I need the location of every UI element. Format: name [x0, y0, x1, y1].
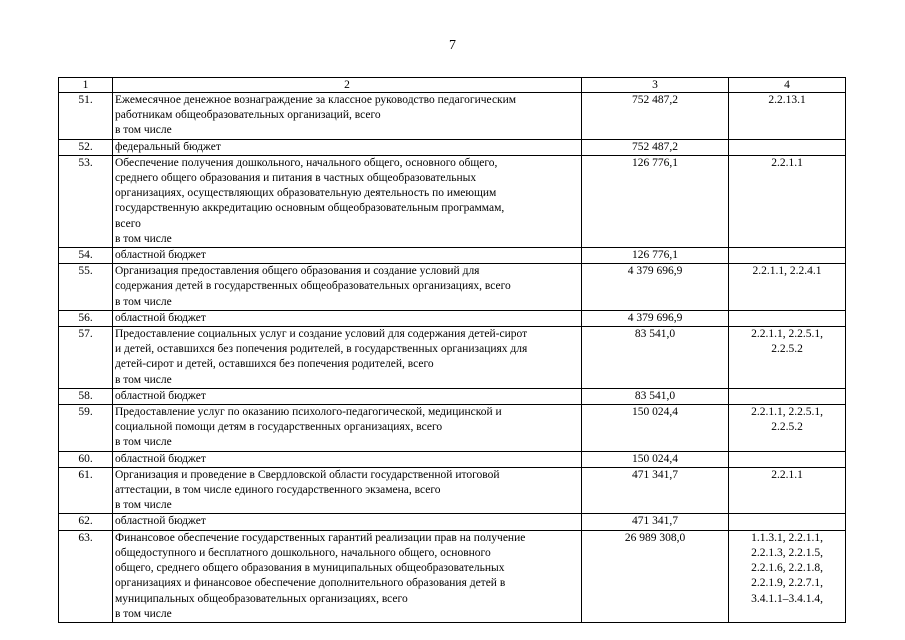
description-line: Организация и проведение в Свердловской области государственной итоговой: [115, 468, 500, 481]
row-description: [113, 327, 582, 389]
reference-line: 2.2.1.1, 2.2.5.1,: [751, 406, 823, 419]
description-line: областной бюджет: [115, 452, 206, 465]
row-number: 58.: [59, 388, 113, 404]
description-line: детей-сирот и детей, оставшихся без попечения родителей, всего: [115, 358, 434, 371]
description-line: государственную аккредитацию основным общеобразовательным программам,: [115, 202, 505, 215]
row-reference: [729, 139, 846, 155]
row-reference: [729, 93, 846, 140]
reference-line: 1.1.3.1, 2.2.1.1,: [751, 531, 823, 544]
row-amount: 752 487,2: [582, 139, 729, 155]
table-row: [59, 530, 846, 622]
row-description: [113, 155, 582, 247]
table-row: [59, 139, 846, 155]
description-line: в том числе: [115, 607, 172, 620]
row-number: 60.: [59, 451, 113, 467]
row-description: [113, 467, 582, 514]
description-line: Обеспечение получения дошкольного, начального общего, основного общего,: [115, 156, 498, 169]
row-number: 55.: [59, 264, 113, 311]
description-line: общедоступного и бесплатного дошкольного, начального общего, основного: [115, 546, 491, 559]
description-line: Предоставление услуг по оказанию психолого-педагогической, медицинской и: [115, 406, 502, 419]
row-reference: [729, 327, 846, 389]
description-line: Ежемесячное денежное вознаграждение за классное руководство педагогическим: [115, 94, 517, 106]
row-amount: 150 024,4: [582, 405, 729, 452]
row-reference: [729, 310, 846, 326]
description-line: и детей, оставшихся без попечения родителей, в государственных организациях для: [115, 343, 528, 356]
description-line: среднего общего образования и питания в частных общеобразовательных: [115, 172, 477, 185]
table-row: [59, 310, 846, 326]
description-line: организациях и финансовое обеспечение дополнительного образования детей в: [115, 577, 506, 590]
reference-line: 2.2.1.9, 2.2.7.1,: [751, 577, 823, 590]
table-row: [59, 93, 846, 140]
table-row: [59, 155, 846, 247]
description-line: общего, среднего общего образования в муниципальных общеобразовательных: [115, 562, 505, 575]
row-reference: [729, 530, 846, 622]
reference-line: 2.2.5.2: [771, 421, 803, 434]
description-line: областной бюджет: [115, 515, 206, 528]
budget-table: [58, 77, 846, 623]
row-amount: 4 379 696,9: [582, 310, 729, 326]
header-col-1: 1: [59, 78, 113, 93]
header-col-2: 2: [113, 78, 582, 93]
row-amount: 83 541,0: [582, 388, 729, 404]
header-col-3: 3: [582, 78, 729, 93]
description-line: работникам общеобразовательных организаций, всего: [115, 109, 381, 122]
table-row: [59, 451, 846, 467]
page-number: 7: [449, 38, 456, 53]
description-line: в том числе: [115, 499, 172, 512]
row-number: 52.: [59, 139, 113, 155]
table-row: [59, 264, 846, 311]
description-line: областной бюджет: [115, 311, 206, 324]
row-amount: 471 341,7: [582, 514, 729, 530]
row-reference: [729, 248, 846, 264]
description-line: в том числе: [115, 373, 172, 386]
table-row: [59, 248, 846, 264]
row-number: 51.: [59, 93, 113, 140]
row-amount: 4 379 696,9: [582, 264, 729, 311]
description-line: Предоставление социальных услуг и создание условий для содержания детей-сирот: [115, 328, 528, 341]
table-header-row: [59, 78, 846, 93]
row-reference: [729, 155, 846, 247]
row-number: 63.: [59, 530, 113, 622]
reference-line: 2.2.1.1: [771, 156, 803, 169]
description-line: аттестации, в том числе единого государственного экзамена, всего: [115, 484, 441, 497]
description-line: Организация предоставления общего образования и создание условий для: [115, 265, 480, 278]
description-line: всего: [115, 217, 141, 230]
description-line: Финансовое обеспечение государственных гарантий реализации прав на получение: [115, 531, 526, 544]
row-description: [113, 514, 582, 530]
reference-line: 2.2.5.2: [771, 343, 803, 356]
description-line: в том числе: [115, 295, 172, 308]
row-reference: [729, 405, 846, 452]
reference-line: 2.2.1.3, 2.2.1.5,: [751, 546, 823, 559]
header-col-4: 4: [729, 78, 846, 93]
reference-line: 3.4.1.1–3.4.1.4,: [751, 592, 823, 605]
row-amount: 26 989 308,0: [582, 530, 729, 622]
row-reference: [729, 467, 846, 514]
row-description: [113, 248, 582, 264]
row-amount: 150 024,4: [582, 451, 729, 467]
description-line: в том числе: [115, 124, 172, 137]
row-amount: 83 541,0: [582, 327, 729, 389]
table-row: [59, 388, 846, 404]
row-description: [113, 310, 582, 326]
description-line: областной бюджет: [115, 249, 206, 262]
description-line: областной бюджет: [115, 389, 206, 402]
table-row: [59, 327, 846, 389]
description-line: в том числе: [115, 436, 172, 449]
row-number: 53.: [59, 155, 113, 247]
description-line: организациях, осуществляющих образовательную деятельность по имеющим: [115, 187, 497, 200]
reference-line: 2.2.1.1, 2.2.5.1,: [751, 328, 823, 341]
row-reference: [729, 514, 846, 530]
row-reference: [729, 451, 846, 467]
row-amount: 126 776,1: [582, 248, 729, 264]
row-number: 54.: [59, 248, 113, 264]
reference-line: 2.2.13.1: [768, 94, 806, 106]
row-amount: 752 487,2: [582, 93, 729, 140]
row-description: [113, 264, 582, 311]
row-description: [113, 530, 582, 622]
description-line: федеральный бюджет: [115, 140, 221, 153]
row-reference: [729, 264, 846, 311]
row-number: 56.: [59, 310, 113, 326]
table-row: [59, 467, 846, 514]
row-number: 57.: [59, 327, 113, 389]
description-line: социальной помощи детям в государственных организациях, всего: [115, 421, 443, 434]
row-amount: 471 341,7: [582, 467, 729, 514]
table-row: [59, 514, 846, 530]
row-description: [113, 93, 582, 140]
row-number: 61.: [59, 467, 113, 514]
row-reference: [729, 388, 846, 404]
row-description: [113, 139, 582, 155]
description-line: в том числе: [115, 232, 172, 245]
row-number: 62.: [59, 514, 113, 530]
reference-line: 2.2.1.1: [771, 468, 803, 481]
table-row: [59, 405, 846, 452]
row-description: [113, 388, 582, 404]
reference-line: 2.2.1.6, 2.2.1.8,: [751, 562, 823, 575]
row-description: [113, 405, 582, 452]
row-amount: 126 776,1: [582, 155, 729, 247]
reference-line: 2.2.1.1, 2.2.4.1: [752, 265, 822, 278]
row-number: 59.: [59, 405, 113, 452]
description-line: муниципальных общеобразовательных организациях, всего: [115, 592, 408, 605]
row-description: [113, 451, 582, 467]
description-line: содержания детей в государственных общеобразовательных организациях, всего: [115, 280, 511, 293]
